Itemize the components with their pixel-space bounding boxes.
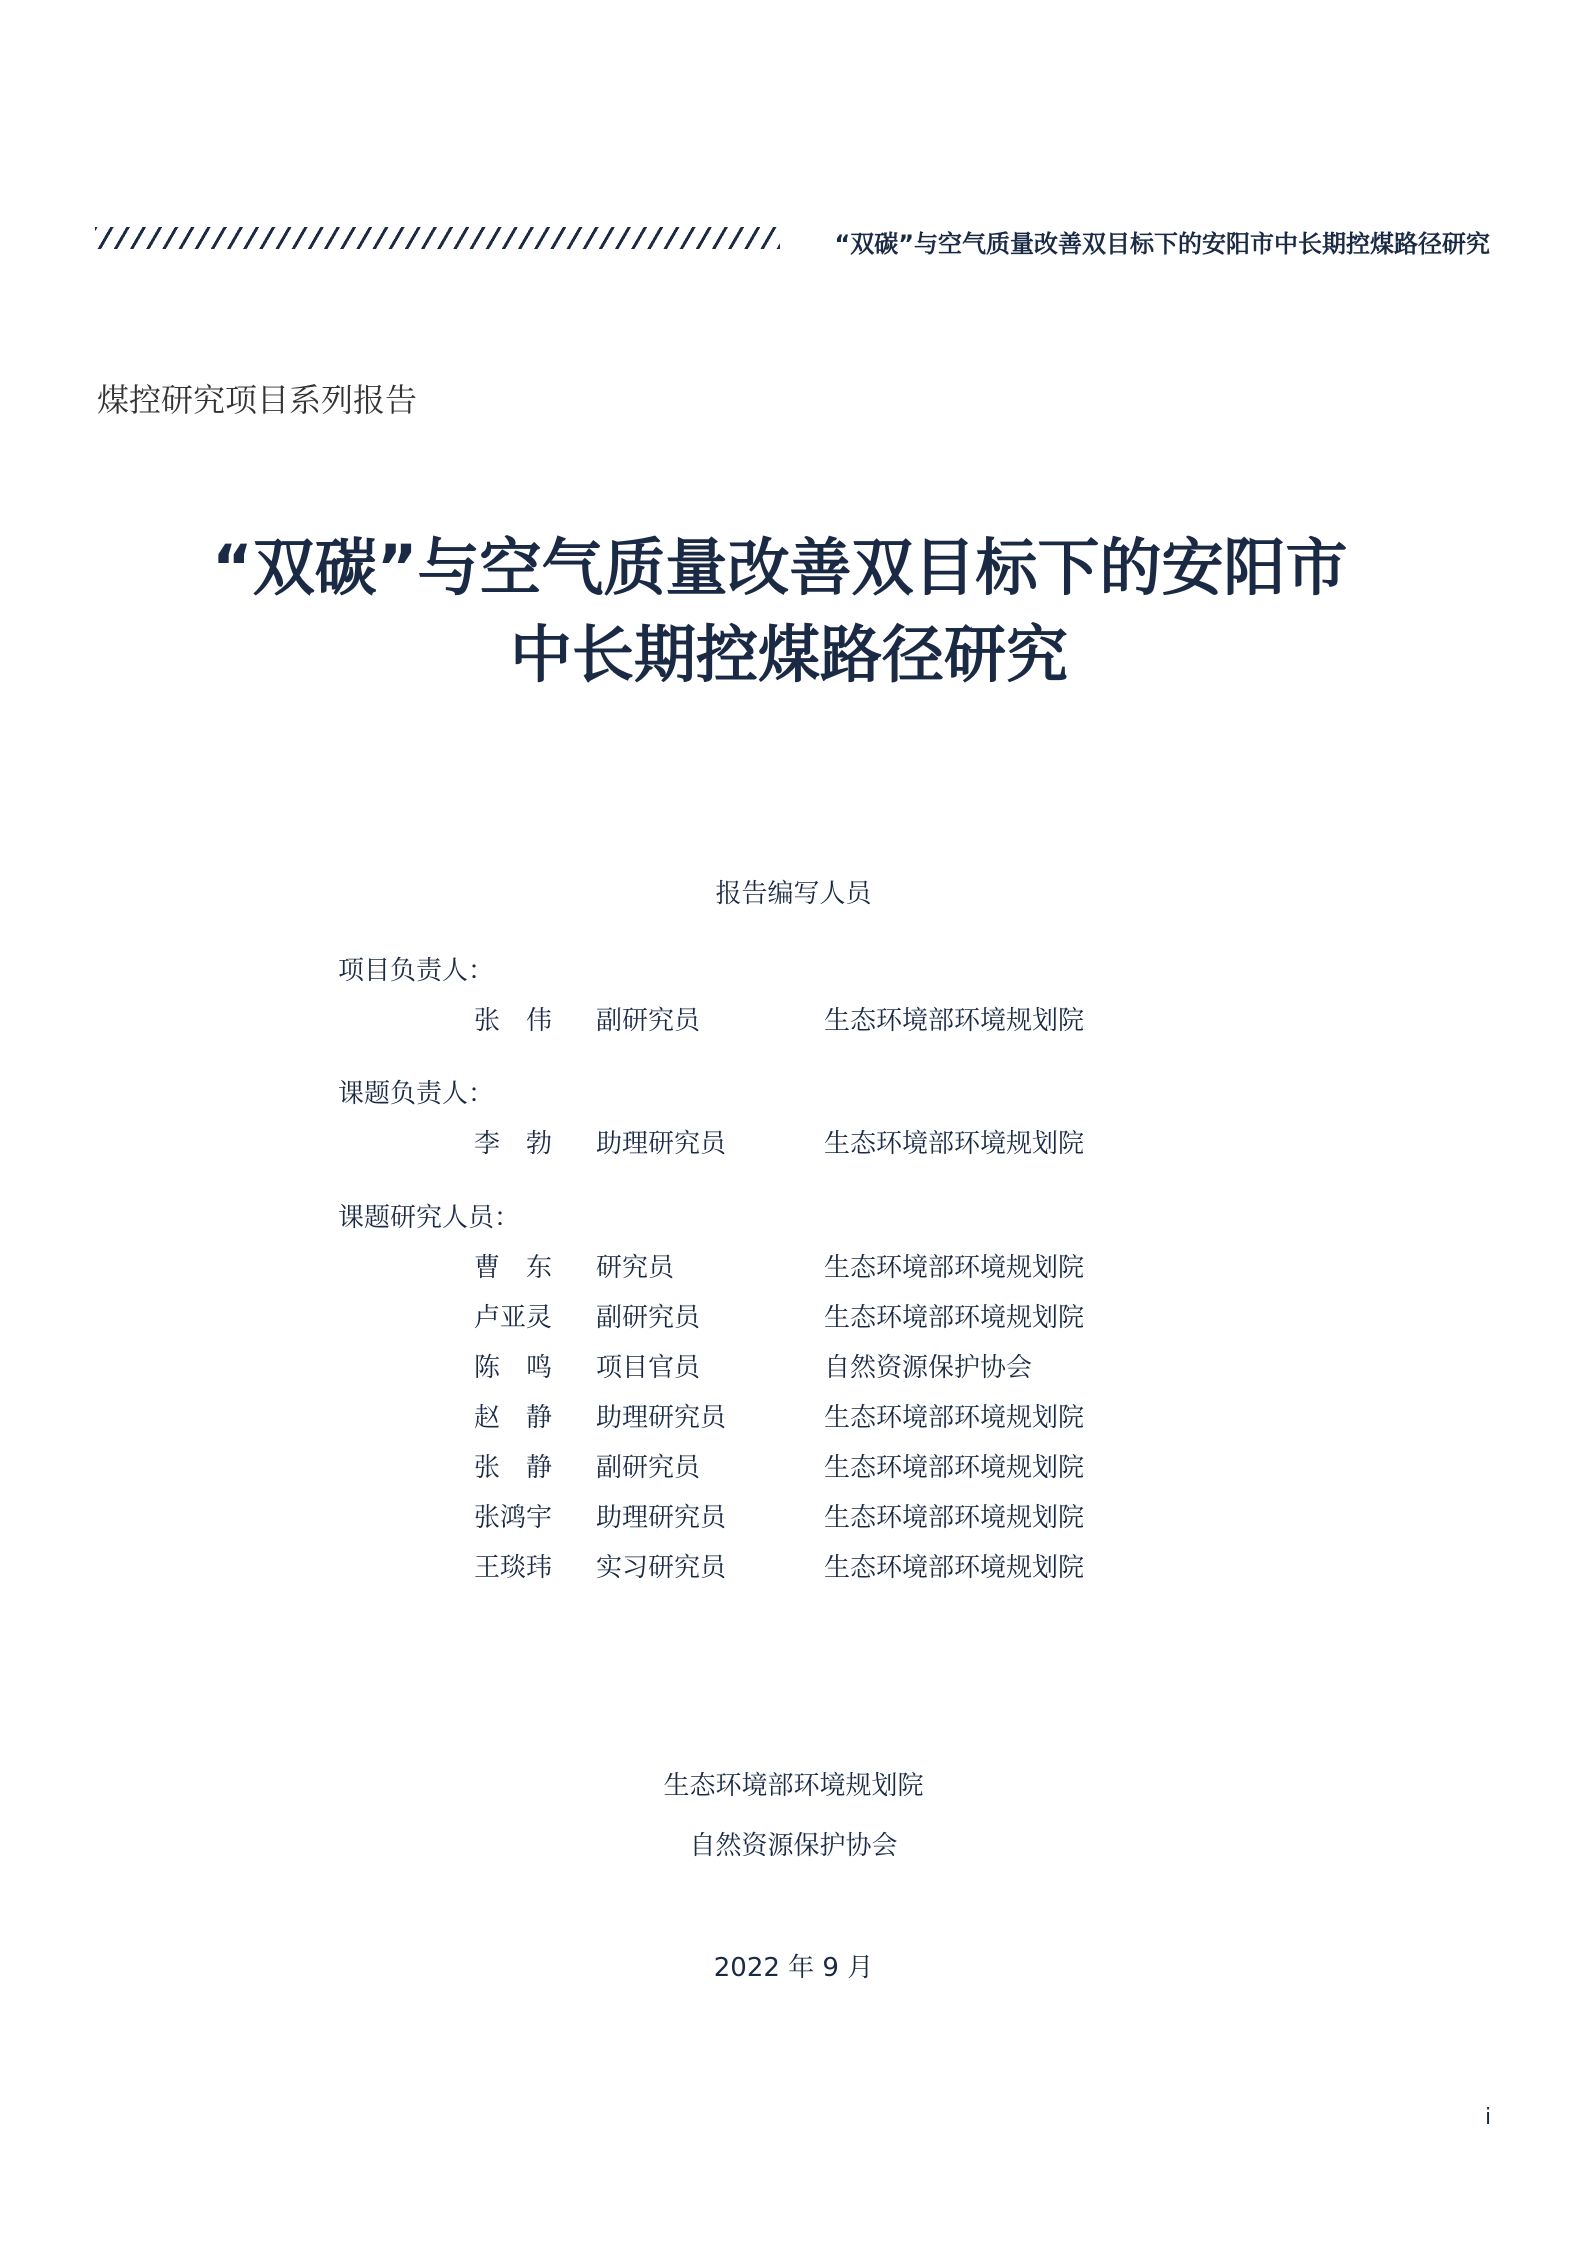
running-title: “双碳”与空气质量改善双目标下的安阳市中长期控煤路径研究 xyxy=(834,230,1490,258)
person-title: 研究员 xyxy=(596,1253,675,1283)
person-org: 生态环境部环境规划院 xyxy=(824,1303,1085,1333)
person-name: 李 勃 xyxy=(474,1129,553,1159)
role-label-project-lead: 项目负责人： xyxy=(338,956,495,986)
person-org: 生态环境部环境规划院 xyxy=(824,1503,1085,1533)
authors-heading: 报告编写人员 xyxy=(715,879,872,909)
person-title: 项目官员 xyxy=(596,1353,701,1383)
person-title: 副研究员 xyxy=(596,1453,701,1483)
person-title: 副研究员 xyxy=(596,1303,701,1333)
person-name: 曹 东 xyxy=(474,1253,553,1283)
person-org: 生态环境部环境规划院 xyxy=(824,1403,1085,1433)
person-org: 生态环境部环境规划院 xyxy=(824,1129,1085,1159)
report-title-line-1: “双碳”与空气质量改善双目标下的安阳市 xyxy=(212,531,1348,604)
person-org: 自然资源保护协会 xyxy=(824,1353,1033,1383)
report-title-line-2: 中长期控煤路径研究 xyxy=(510,618,1069,691)
role-label-researchers: 课题研究人员： xyxy=(338,1203,521,1233)
person-org: 生态环境部环境规划院 xyxy=(824,1453,1085,1483)
person-name: 赵 静 xyxy=(474,1403,553,1433)
person-name: 张 静 xyxy=(474,1453,553,1483)
person-title: 助理研究员 xyxy=(596,1403,727,1433)
series-label: 煤控研究项目系列报告 xyxy=(97,381,418,419)
publication-date: 2022 年 9 月 xyxy=(713,1953,874,1983)
person-name: 王琰玮 xyxy=(474,1553,553,1583)
page-number: i xyxy=(1485,2105,1492,2130)
person-title: 助理研究员 xyxy=(596,1129,727,1159)
person-title: 助理研究员 xyxy=(596,1503,727,1533)
person-name: 张 伟 xyxy=(474,1006,553,1036)
person-org: 生态环境部环境规划院 xyxy=(824,1006,1085,1036)
person-org: 生态环境部环境规划院 xyxy=(824,1553,1085,1583)
footer-organization-1: 生态环境部环境规划院 xyxy=(663,1771,924,1801)
person-title: 副研究员 xyxy=(596,1006,701,1036)
person-name: 陈 鸣 xyxy=(474,1353,553,1383)
person-org: 生态环境部环境规划院 xyxy=(824,1253,1085,1283)
footer-organization-2: 自然资源保护协会 xyxy=(689,1831,898,1861)
header-stripe-decoration xyxy=(95,227,780,249)
person-name: 卢亚灵 xyxy=(474,1303,553,1333)
person-name: 张鸿宇 xyxy=(474,1503,553,1533)
role-label-topic-lead: 课题负责人： xyxy=(338,1079,495,1109)
person-title: 实习研究员 xyxy=(596,1553,727,1583)
